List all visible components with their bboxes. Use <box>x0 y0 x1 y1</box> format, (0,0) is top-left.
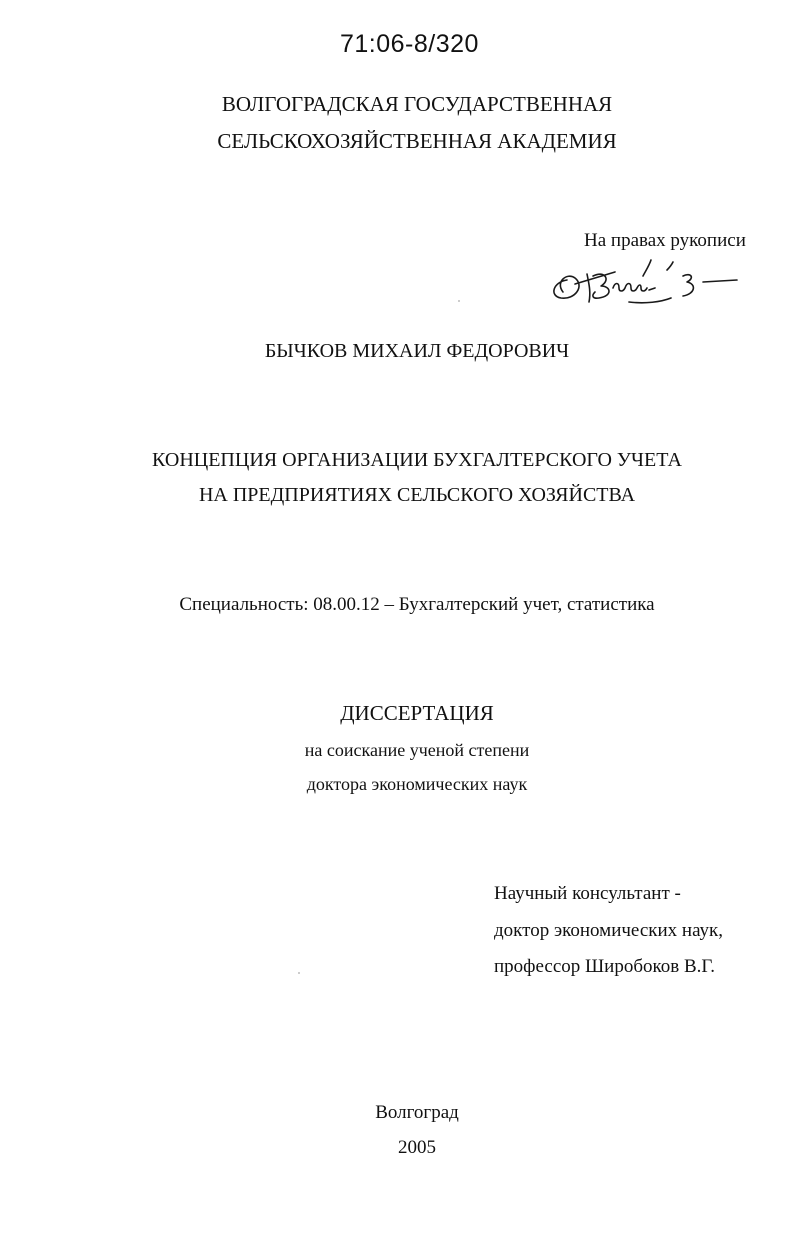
city-of-publication: Волгоград <box>375 1102 459 1123</box>
handwritten-signature <box>545 252 755 314</box>
document-type-heading: ДИССЕРТАЦИЯ <box>340 701 494 725</box>
manuscript-rights-note: На правах рукописи <box>584 230 746 251</box>
dissertation-title-line-1: КОНЦЕПЦИЯ ОРГАНИЗАЦИИ БУХГАЛТЕРСКОГО УЧЕТА <box>152 449 682 471</box>
author-name: БЫЧКОВ МИХАИЛ ФЕДОРОВИЧ <box>264 340 570 362</box>
year-of-publication: 2005 <box>398 1137 436 1158</box>
scan-speck <box>458 300 460 302</box>
institution-line-2: СЕЛЬСКОХОЗЯЙСТВЕННАЯ АКАДЕМИЯ <box>217 129 617 153</box>
dissertation-title-line-2: НА ПРЕДПРИЯТИЯХ СЕЛЬСКОГО ХОЗЯЙСТВА <box>198 484 636 506</box>
consultant-line-3: профессор Широбоков В.Г. <box>494 956 716 977</box>
specialty-line: Специальность: 08.00.12 – Бухгалтерский учет, статистика <box>179 594 655 615</box>
consultant-line-2: доктор экономических наук, <box>494 920 724 941</box>
institution-line-1: ВОЛГОГРАДСКАЯ ГОСУДАРСТВЕННАЯ <box>221 92 613 116</box>
consultant-line-1: Научный консультант - <box>494 883 681 904</box>
scan-speck <box>298 972 300 974</box>
degree-line-2: доктора экономических наук <box>306 774 528 794</box>
degree-line-1: на соискание ученой степени <box>304 740 530 760</box>
library-shelfmark: 71:06-8/320 <box>340 30 479 58</box>
